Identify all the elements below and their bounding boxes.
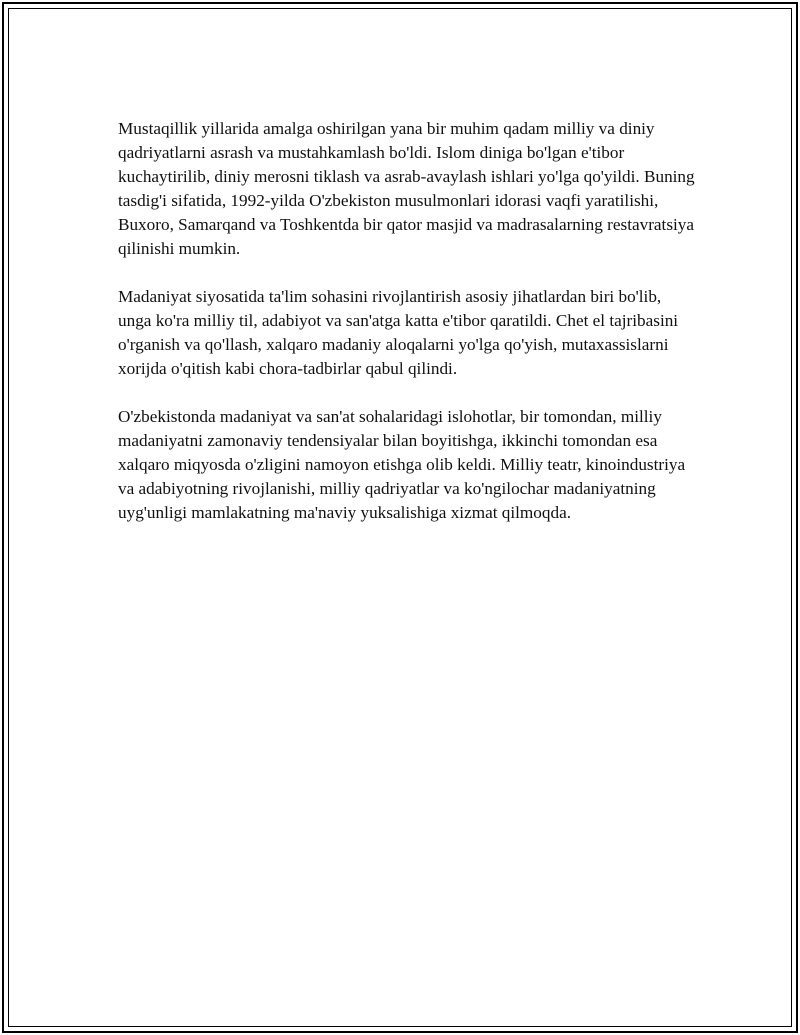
document-body — [118, 117, 698, 549]
paragraph-3: O'zbekistonda madaniyat va san'at sohalaridagi islohotlar, bir tomondan, milliy madaniyatni zamonaviy tendensiyalar bilan boyitishga, ikkinchi tomondan esa xalqaro miqyosda o'zligini namoyon etishga olib keldi. Milliy teatr, kinoindustriya va adabiyotning rivojlanishi, milliy qadriyatlar va ko'ngilochar madaniyatning uyg'unligi mamlakatning ma'naviy yuksalishiga xizmat qilmoqda. — [118, 407, 686, 522]
paragraph-1: Mustaqillik yillarida amalga oshirilgan yana bir muhim qadam milliy va diniy qadriyatlarni asrash va mustahkamlash bo'ldi. Islom diniga bo'lgan e'tibor kuchaytirilib, diniy merosni tiklash va asrab-avaylash ishlari yo'lga qo'yildi. Buning tasdig'i sifatida, 1992-yilda O'zbekiston musulmonlari idorasi vaqfi yaratilishi, Buxoro, Samarqand va Toshkentda bir qator masjid va madrasalarning restavratsiya qilinishi mumkin. — [118, 119, 695, 258]
paragraph-2: Madaniyat siyosatida ta'lim sohasini rivojlantirish asosiy jihatlardan biri bo'lib, unga ko'ra milliy til, adabiyot va san'atga katta e'tibor qaratildi. Chet el tajribasini o'rganish va qo'llash, xalqaro madaniy aloqalarni yo'lga qo'yish, mutaxassislarni xorijda o'qitish kabi chora-tadbirlar qabul qilindi. — [118, 287, 679, 378]
